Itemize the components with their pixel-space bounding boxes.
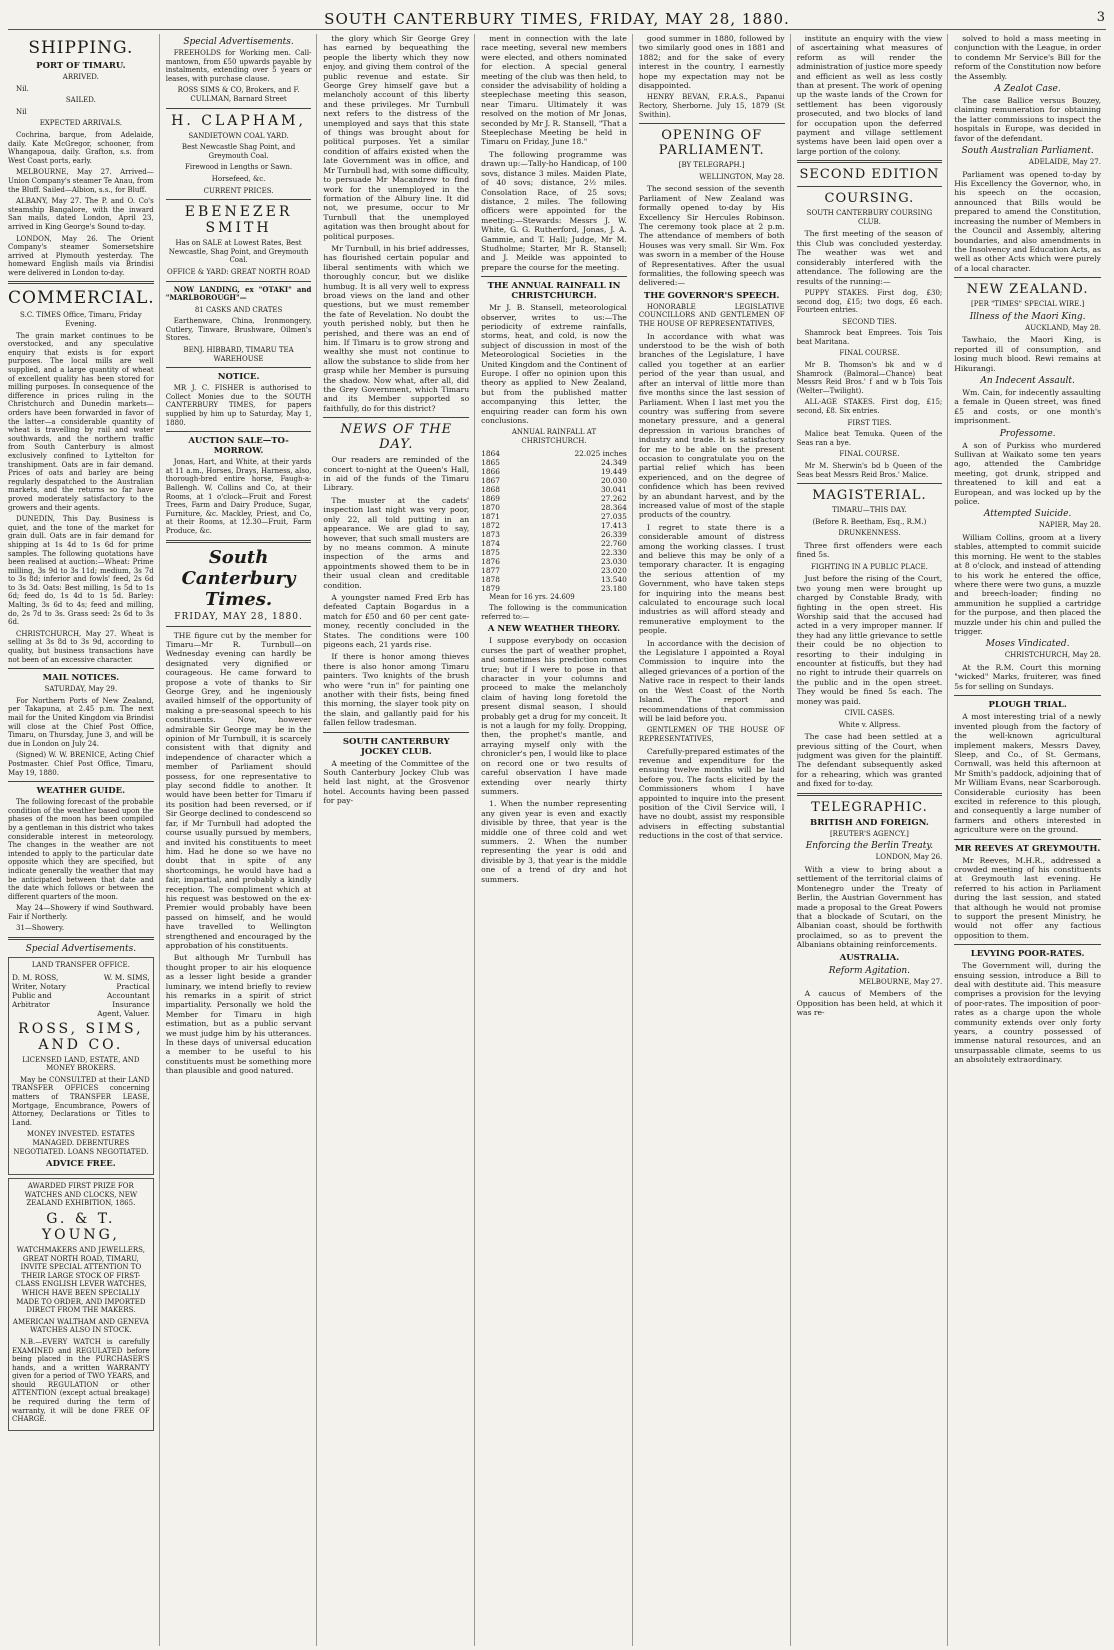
- rain-inches: 28.364: [600, 502, 627, 512]
- british-foreign-heading: BRITISH AND FOREIGN.: [810, 817, 929, 828]
- divider: [8, 781, 154, 782]
- australia-heading: AUSTRALIA.: [839, 952, 900, 963]
- rain-year: 1866: [481, 466, 500, 476]
- governor-speech-text-2: I regret to state there is a considerable amount of distress among the working classes. I trust and believe this may be only of a temporary character. It is engaging the serious attention of my Government, who have taken steps for inquiring into the means best calculated to encourage such local industries as will afford steady and remunerative employment to the people.: [638, 522, 785, 636]
- rain-year: 1865: [481, 457, 500, 467]
- column-3: [323, 34, 475, 1646]
- smith-office: OFFICE & YARD: GREAT NORTH ROAD: [166, 267, 311, 276]
- new-zealand-sub: [PER "TIMES" SPECIAL WIRE.]: [971, 300, 1085, 309]
- auction-text: Jonas, Hart, and White, at their yards at 11 a.m., Horses, Drays, Harness, also, thorough-bred entire horse, Faugh-a-Ballengh. W. Collins and Co, at their Rooms, at 1 o'clock—Fruit and Forest Trees, Farm and Dairy Produce, Sugar, Furniture, &c. Mackley, Priest, and Co, at their Rooms, at 12.30—Fruit, Farm Produce, &c.: [165, 458, 312, 535]
- masthead-title: SOUTH CANTERBURY TIMES, FRIDAY, MAY 28, 1880.: [324, 10, 790, 28]
- second-ties-label: SECOND TIES.: [842, 317, 897, 326]
- rain-year: 1867: [481, 475, 500, 485]
- rain-inches: 23.030: [600, 556, 627, 566]
- rain-year: 1878: [481, 574, 500, 584]
- divider: [954, 839, 1101, 840]
- civil-case-title: White v. Allpress.: [838, 720, 901, 729]
- sa-parliament-place: ADELAIDE, May 27.: [1028, 158, 1101, 167]
- divider: [323, 732, 469, 733]
- fighting-label: FIGHTING IN A PUBLIC PLACE.: [811, 562, 928, 571]
- christchurch-text: CHRISTCHURCH, May 27. Wheat is selling at 3s 8d to 3s 9d, according to quality, but business transactions have not been of an excessive character.: [8, 629, 154, 664]
- commercial-heading: COMMERCIAL.: [8, 288, 155, 309]
- table-row: [481, 467, 627, 476]
- maori-king-heading: Illness of the Maori King.: [969, 311, 1086, 322]
- divider: [797, 483, 943, 484]
- table-row: [481, 512, 627, 521]
- weather-theory-text: I suppose everybody on occasion curses the part of weather prophet, and sometimes his prediction comes true; but if I were to pose in that character in your columns and proceed to make the melancholy claim of having long foretold the present dismal season, I should probably get a drug for my conceit. It is not a laugh for my folly. Dropping, then, the prophet's mantle, and arraying myself only with the chronicler's pen, I would like to place on record one or two results of careful observation I have made extending over nearly thirty summers.: [481, 636, 627, 796]
- notice-text: MR J. C. FISHER is authorised to Collect Monies due to the SOUTH CANTERBURY TIMES, for papers supplied by him up to Saturday, May 1, 1880.: [165, 384, 312, 427]
- rain-inches: 30.041: [600, 484, 627, 494]
- rain-year: 1875: [481, 547, 500, 557]
- table-row: [481, 476, 627, 485]
- freeholds-sign: ROSS SIMS & CO, Brokers, and F. CULLMAN, Barnard Street: [177, 86, 300, 103]
- special-ads-heading: Special Advertisements.: [25, 944, 137, 955]
- table-row: [481, 539, 627, 548]
- divider: [8, 281, 154, 284]
- speech-continued: institute an enquiry with the view of ascertaining what measures of reform as will render the administration of justice more speedy and efficient as well as less costly than at present. The work of opening up the waste lands of the Crown for settlement has been vigorously prosecuted, and two blocks of land for occupation upon the deferred payment and village settlement systems have been laid open over a large portion of the colony.: [796, 34, 943, 156]
- rain-year: 1874: [481, 538, 500, 548]
- column-1: [8, 34, 160, 1646]
- rain-year: 1868: [481, 484, 500, 494]
- moses-place: CHRISTCHURCH, May 28.: [1004, 651, 1101, 660]
- jockey-programme: The following programme was drawn up:—Tally-ho Handicap, of 100 sovs, distance 3 miles. Maiden Plate, of 40 sovs; distance, 2½ miles. Consolation Race, of 25 sovs; distance, 2 miles. The following officers were appointed for the meeting:—Stewards: Messrs J. W. White, G. G. Rutherford, Jonas, J. A. Gammie, and T. Hall; Judge, Mr M. Studholme; Starter, Mr R. Stansell; and J. Meikle was appointed to prepare the course for the meeting.: [481, 149, 627, 272]
- young-name: G. & T. YOUNG,: [41, 1210, 120, 1243]
- notice-heading: NOTICE.: [217, 372, 260, 383]
- editorial-text-2: But although Mr Turnbull has thought proper to air his eloquence as a lesser light beside a grander luminary, we intend briefly to review his remarks in a spirit of strict impartiality. Personally we hold the Member for Timaru in high estimation, but as a public servant we must judge him by his utterances. In these days of universal education a member to be useful to his constituents must be something more than plausible and good natured.: [165, 953, 312, 1076]
- table-row: [481, 449, 627, 458]
- rain-inches: 20.030: [600, 475, 627, 485]
- newspaper-columns: [8, 34, 1106, 1646]
- plough-text: A most interesting trial of a newly invented plough from the factory of the well-known agricultural implement makers, Messrs Davey, Sleep, and Co., of St. Germans, Cornwall, was held this afternoon at Mr Smith's paddock, adjoining that of Mr William Evans, near Scarborough. Considerable curiosity has been excited in reference to this plough, and consequently a large number of farmers and others interested in agriculture were on the ground.: [954, 712, 1101, 835]
- rain-inches: 19.449: [600, 466, 627, 476]
- hibbard-sign: BENJ. HIBBARD, TIMARU TEA WAREHOUSE: [183, 346, 294, 363]
- telegraphic-heading: TELEGRAPHIC.: [811, 799, 928, 815]
- rain-year: 1864: [481, 448, 500, 458]
- award-line: AWARDED FIRST PRIZE FOR WATCHES AND CLOCKS, NEW ZEALAND EXHIBITION, 1865.: [24, 1182, 138, 1208]
- rain-inches: 27.035: [600, 511, 627, 521]
- assault-heading: An Indecent Assault.: [980, 375, 1075, 386]
- column-6: [797, 34, 949, 1646]
- final-course-text: Mr B. Thomson's bk and w d Shamrock (Balmoral—Chance) beat Messrs Reid Bros.' f and w b Tois Tois (Welter—Twilight).: [796, 361, 943, 395]
- assault-text: Wm. Cain, for indecently assaulting a female in Queen street, was fined £5 and costs, or one month's imprisonment.: [954, 387, 1101, 426]
- sa-parliament-heading: South Australian Parliament.: [961, 146, 1094, 157]
- landing-text: Earthenware, China, Ironmongery, Cutlery, Tinware, Brushware, Oilmen's Stores.: [165, 317, 312, 343]
- table-row: [481, 485, 627, 494]
- divider: [166, 108, 312, 109]
- smith-name: EBENEZER SMITH: [184, 204, 293, 237]
- table-row: [481, 494, 627, 503]
- young-sub: WATCHMAKERS AND JEWELLERS, GREAT NORTH ROAD, TIMARU, INVITE SPECIAL ATTENTION TO THEIR LARGE STOCK OF FIRST-CLASS ENGLISH LEVER WATCHES, WHICH HAVE BEEN SPECIALLY MADE TO ORDER, AND IMPORTED DIRECT FROM THE MAKERS.: [15, 1245, 147, 1315]
- clapham-sub: SANDIETOWN COAL YARD.: [188, 131, 289, 140]
- ross-sims-advert: [8, 957, 154, 1175]
- civil-cases-label: CIVIL CASES.: [844, 709, 895, 718]
- sa-parliament-text: Parliament was opened to-day by His Excellency the Governor, who, in his speech on the occasion, announced that Bills would be prepared to amend the Constitution, increasing the number of Members in the Council and Assembly, altering boundaries, and also amendments in the Insolvency and Education Acts, as well as other Acts which were purely of a local character.: [954, 169, 1101, 273]
- albany-text: ALBANY, May 27. The P. and O. Co's steamship Bangalore, with the inward San mails, dated London, April 23, arrived in King George's Sound to-day.: [8, 197, 154, 231]
- ross-sims-text: May be CONSULTED at their LAND TRANSFER OFFICES concerning matters of TRANSFER LEASE, Mortgage, Encumbrance, Powers of Attorney, Declarations or Titles to Land.: [12, 1075, 150, 1127]
- smith-text: Has on SALE at Lowest Rates, Best Newcastle, Shag Point, and Greymouth Coal.: [168, 239, 309, 265]
- reform-heading: Reform Agitation.: [828, 965, 911, 976]
- divider: [8, 937, 154, 940]
- editorial-continued: the glory which Sir George Grey has earned by bequeathing the people the liberty which they now enjoy, and giving them control of the public revenue and estate. Sir George Grey himself gave but a melancholy account of this liberty and these privileges. Mr Turnbull next refers to the distress of the unemployed and says that this state of things was brought about for political purposes. Yet a similar condition of affairs existed when the late Government was in office, and Mr Turnbull had, with some difficulty, to persuade Mr Macandrew to find work for the unemployed in the formation of the Albury line. It did not, we presume, occur to Mr Turnbull that the unemployed agitation was then brought about for political purposes.: [323, 34, 470, 241]
- divider: [954, 695, 1101, 696]
- editorial-text: THE figure cut by the member for Timaru—Mr R. Turnbull—on Wednesday evening can hardly be designated very dignified or courageous. He came forward to propose a vote of thanks to Sir George Grey, and he ingeniously availed himself of the opportunity of making a pre-seasonal speech to his constituents. Now, however admirable Sir George may be in the opinion of Mr Turnbull, it is scarcely consistent with that dignity and independence of character which a member of Parliament should possess, for one representative to play second fiddle to another. It would have been better for Timaru if its position had been reversed, or if Sir George declined to condescend so far, if Mr Turnbull had adopted the course usually pursued by members, and invited his constituents to meet him. Had he done so we have no doubt that in spite of any shortcomings, he would have had a fair, impartial, and probably a kindly reception. The compliment which at his request was bestowed on the ex-Premier would probably have been passed on himself, and he would have travelled to Wellington strengthened and encouraged by the approbation of his constituents.: [165, 630, 312, 950]
- rainfall-intro: Mr J. B. Stansell, meteorological observer, writes to us:—The periodicity of extreme rainfalls, storms, heat, and cold, is now the subject of discussion in most of the Meteorological Societies in the United Kingdom and the Continent of Europe. I offer no opinion upon this theory as applied to New Zealand, but from the published matter accompanying this letter, the enquiring reader can form his own conclusions.: [481, 303, 627, 426]
- paper-date: FRIDAY, MAY 28, 1880.: [174, 611, 303, 622]
- parliament-telegraph: [BY TELEGRAPH.]: [678, 161, 745, 170]
- divider: [797, 793, 943, 796]
- reform-place: MELBOURNE, May 27.: [858, 977, 943, 986]
- reform-continued: solved to hold a mass meeting in conjunction with the League, in order to condemn Mr Service's Bill for the reform of the Constitution now before the Assembly.: [954, 34, 1101, 81]
- divider: [797, 186, 943, 187]
- moses-text: At the R.M. Court this morning "wicked" Marks, fruiterer, was fined 5s for selling on Sundays.: [954, 663, 1101, 691]
- clapham-fire: Firewood in Lengths or Sawn.: [185, 163, 293, 172]
- parliament-heading: OPENING OF PARLIAMENT.: [658, 128, 765, 159]
- rain-year: 1873: [481, 529, 500, 539]
- paper-title: South Canterbury Times.: [181, 546, 296, 610]
- governor-speech-text-3: In accordance with the decision of the Legislature I appointed a Royal Commission to inquire into the alleged grievances of a portion of the Native race in respect to their lands on the West Coast of the North Island. The report and recommendations of that commission will be laid before you.: [638, 638, 785, 723]
- nb-text: N.B.—EVERY WATCH is carefully EXAMINED and REGULATED before being placed in the PURCHASER'S hands, and a written WARRANTY given for a period of TWO YEARS, and should REGULATION or other ATTENTION (except actual breakage) be required during the term of warranty, it will be done FREE OF CHARGE.: [12, 1337, 150, 1424]
- rain-year: 1879: [481, 583, 500, 593]
- civil-case-text: The case had been settled at a previous sitting of the Court, when judgment was given for the plaintiff. The defendant subsequently asked for a rehearing, which was granted and fixed for to-day.: [796, 732, 943, 789]
- weather-theory-text-2: 1. When the number representing any given year is even and exactly divisible by three, that year is the middle one of three cold and wet summers. 2. When the number representing the year is odd and divisible by 3, that year is the middle one of a trend of dry and hot summers.: [481, 799, 627, 884]
- agent-left: D. M. ROSS, Writer, Notary Public and Arbitrator: [12, 972, 66, 1009]
- rain-year: 1870: [481, 502, 500, 512]
- divider: [954, 944, 1101, 945]
- young-advert: [8, 1178, 154, 1431]
- divider: [166, 431, 312, 432]
- rain-year: 1876: [481, 556, 500, 566]
- magisterial-heading: MAGISTERIAL.: [812, 488, 927, 504]
- clapham-horse: Horsefeed, &c.: [211, 174, 266, 183]
- reeves-heading: MR REEVES AT GREYMOUTH.: [954, 843, 1101, 854]
- arrived-value: Nil.: [16, 84, 29, 93]
- final-course-label-2: FINAL COURSE.: [839, 450, 900, 459]
- news-item: The muster at the cadets' inspection last night was very poor, only 22, all told putting in an appearance. We are glad to say, however, that such small musters are by no means common. A minute inspection of the arms and appointments showed them to be in their usual clean and creditable condition.: [323, 495, 470, 590]
- rain-inches: 26.339: [600, 529, 627, 539]
- second-edition-heading: SECOND EDITION: [799, 167, 940, 183]
- divider: [639, 123, 785, 124]
- table-row: [481, 566, 627, 575]
- governor-speech-text: In accordance with what was understood to be the wish of both branches of the Legislature, I have called you together at an earlier period of the year than usual, and after an interval of little more than five months since the last session of Parliament. When I last met you the country was suffering from severe monetary pressure, and a general depression in various branches of industry and trade. It is satisfactory for me to be able on the present occasion to congratulate you on the partial relief which has been experienced, and on the degree of confidence which has been revived by an abundant harvest, and by the increased value of most of the staple products of the country.: [638, 331, 785, 520]
- rain-inches: 22.330: [600, 547, 627, 557]
- table-row: [481, 458, 627, 467]
- expected-text: Cochrina, barque, from Adelaide, daily. Kate McGregor, schooner, from Whangapoua, daily. Grafton, s.s. from West Coast ports, early.: [8, 130, 154, 165]
- divider: [481, 276, 627, 277]
- rainfall-heading: THE ANNUAL RAINFALL IN CHRISTCHURCH.: [487, 281, 621, 302]
- drunkenness-label: DRUNKENNESS.: [838, 529, 901, 538]
- editorial-continued-2: Mr Turnbull, in his brief addresses, has flourished certain popular and liberal sentiments with which we thoroughly concur, but we dislike humbug. It is all very well to express broad views on the land and other questions, but we must remember the fate of Revelation. No doubt the youth perished nobly, but then he perished, and there was an end of him. If Timaru is to grow strong and wealthy she must not continue to allow the substance to slide from her grasp while her Member is pursuing the shadow. Now what, after all, did the Grey Government, which Timaru and its Member supported so faithfully, do for this district?: [323, 243, 470, 413]
- page-number: 3: [1096, 10, 1106, 25]
- landing-head: NOW LANDING, ex "OTAKI" and "MARLBOROUGH"—: [165, 284, 312, 303]
- suicide-text: William Collins, groom at a livery stables, attempted to commit suicide this morning. He went to the stables at 8 o'clock, and instead of attending to his work he entered the office, where there were two guns, a muzzle and breech-loader; finding no ammunition he supplied a cartridge for the purpose, and then placed the muzzle under his chin and pulled the trigger.: [954, 533, 1101, 637]
- news-item: If there is honor among thieves there is also honor among Timaru painters. Two knights of the brush who were "run in" for painting one another with their fists, being fined this morning, the slayer took pity on the slain, and gallantly paid for his fallen fellow tradesman.: [323, 652, 470, 728]
- ross-sims-name: ROSS, SIMS, AND CO.: [18, 1020, 144, 1053]
- mail-heading: MAIL NOTICES.: [42, 673, 120, 684]
- expected-label: EXPECTED ARRIVALS.: [39, 119, 122, 128]
- maori-king-text: Tawhaio, the Maori King, is reported ill of consumption, and losing much blood. Rewi remains at Hikurangi.: [954, 335, 1101, 373]
- coursing-heading: COURSING.: [824, 191, 915, 207]
- agent-row: [12, 973, 150, 1018]
- drunkenness-text: Three first offenders were each fined 5s.: [796, 540, 943, 560]
- prison-text: A son of Purkiss who murdered Sullivan at Waikato some ten years ago, attended the Cambridge meeting, got drunk, stripped and threatened to kill and eat a European, and was locked up by the police.: [954, 440, 1101, 506]
- divider: [323, 417, 469, 418]
- divider: [166, 199, 312, 200]
- poor-rates-text: The Government will, during the ensuing session, introduce a Bill to deal with destitute aid. This measure comprises a provision for the levying of poor-rates. The imposition of poor-rates as a charge upon the whole community extends over only forty years, a country possessed of immense natural resources, and an unsurpassable climate, seems to us an absolutely extraordinary.: [954, 961, 1101, 1065]
- agent-right: W. M. SIMS, Practical Accountant Insurance Agent, Valuer.: [97, 972, 150, 1018]
- port-heading: PORT OF TIMARU.: [36, 61, 126, 71]
- table-row: [481, 557, 627, 566]
- london-text: LONDON, May 26. The Orient Company's steamer Somersetshire arrived at Plymouth yesterday. The homeward English mails via Brindisi were delivered in London to-day.: [8, 234, 154, 277]
- rain-inches: 27.262: [600, 493, 627, 503]
- news-item: Our readers are reminded of the concert to-night at the Queen's Hall, in aid of the funds of the Timaru Library.: [323, 455, 470, 493]
- rain-inches: 22.025 inches: [574, 448, 627, 458]
- rainfall-table: [481, 449, 627, 593]
- magisterial-place: TIMARU—THIS DAY.: [832, 506, 907, 515]
- divider: [954, 277, 1101, 278]
- rain-inches: 13.540: [600, 574, 627, 584]
- governor-speech-heading: THE GOVERNOR'S SPEECH.: [643, 290, 780, 301]
- berlin-heading: Enforcing the Berlin Treaty.: [805, 841, 934, 852]
- rain-year: 1869: [481, 493, 500, 503]
- sailed-label: SAILED.: [65, 96, 96, 105]
- zealot-heading: A Zealot Case.: [994, 84, 1061, 95]
- weather-heading: WEATHER GUIDE.: [36, 786, 126, 797]
- divider: [166, 367, 312, 368]
- bevan-signature: HENRY BEVAN, F.R.A.S., Papanui Rectory, Sherborne. July 15, 1879 (St Swithin).: [638, 93, 785, 119]
- news-heading: NEWS OF THE DAY.: [340, 422, 453, 453]
- mail-date: SATURDAY, May 29.: [44, 685, 118, 694]
- arrived-label: ARRIVED.: [62, 73, 99, 81]
- berlin-text: With a view to bring about a settlement of the territorial claims of Montenegro under the Treaty of Berlin, the Austrian Government has made a proposal to the Great Powers that a blockade of Scutari, on the Albanian coast, should be forthwith proclaimed, so as to prevent the Albanians obtaining reinforcements.: [796, 864, 943, 950]
- advice-free: ADVICE FREE.: [46, 1159, 116, 1170]
- suicide-heading: Attempted Suicide.: [983, 509, 1072, 520]
- mail-text: For Northern Ports of New Zealand, per Takapuna, at 2.45 p.m. The next mail for the United Kingdom via Brindisi will close at the Chief Post Office, Timaru, on Thursday, June 3, and will be due in London on July 24.: [8, 696, 154, 748]
- prison-heading: Professome.: [999, 428, 1056, 439]
- weather-entry: 31—Showery.: [16, 924, 65, 933]
- suicide-place: NAPIER, May 28.: [1038, 521, 1101, 530]
- american-line: AMERICAN WALTHAM AND GENEVA WATCHES ALSO IN STOCK.: [12, 1317, 149, 1335]
- jockey-continued: ment in connection with the late race meeting, several new members were elected, and others nominated for election. A special general meeting of the club was then held, to consider the advisability of holding a steeplechase meeting this season, near Timaru. Ultimately it was resolved on the motion of Mr Jonas, seconded by Mr J. R. Stansell, "That a Steeplechase Meeting be held in Timaru on Friday, June 18.": [481, 34, 627, 147]
- table-row: [481, 503, 627, 512]
- masthead: [8, 10, 1106, 30]
- commercial-text: The grain market continues to be overstocked, and any speculative enquiry that exists is for export purposes. The local mills are well supplied, and a large quantity of wheat of excellent quality has been stored for milling purposes. In consequence of the difference in prices ruling in the Christchurch and Dunedin markets—orders have been forwarded in favor of the latter—a considerable quantity of wheat is travelling by rail and water southwards, and the northern traffic from South Canterbury is almost exclusively confined to Lyttelton for transhipment. Oats are in fair demand. Prices of oats and barley are being regularly despatched to the Australian markets, and the returns so far have proved moderately satisfactory to the growers and their agents.: [8, 331, 154, 512]
- moses-heading: Moses Vindicated.: [985, 639, 1070, 650]
- auction-heading: AUCTION SALE—TO-MORROW.: [188, 436, 289, 457]
- table-row: [481, 584, 627, 593]
- commercial-office: S.C. TIMES Office, Timaru, Friday Evening.: [20, 311, 142, 329]
- reeves-text: Mr Reeves, M.H.R., addressed a crowded meeting of his constituents at Greymouth last evening. He referred to his action in Parliament during the last session, and stated that although he would not promise to support the present Ministry, he would not offer any factious opposition to them.: [954, 855, 1101, 940]
- first-ties-label: FIRST TIES.: [847, 418, 892, 427]
- special-ads-heading: Special Advertisements.: [183, 37, 294, 47]
- rain-year: 1871: [481, 511, 500, 521]
- money-line: MONEY INVESTED. ESTATES MANAGED. DEBENTURES NEGOTIATED. LOANS NEGOTIATED.: [13, 1130, 149, 1156]
- fighting-text: Just before the rising of the Court, two young men were brought up charged by Constable Brady, with fighting in the open street. His Worship said that the accused had acted in a very improper manner. If they had any little grievance to settle their could be no objection to resorting to their indulging in encounter at fisticuffs, but they had no right to intrude their quarrels on the public and in the open street. They would be fined 5s each. The money was paid.: [796, 574, 943, 706]
- zealot-text: The case Ballice versus Bouzey, claiming remuneration for obtaining the latter commissions to inspect the hospitals in Europe, was decided in favor of the defendant.: [954, 96, 1101, 143]
- column-5: [639, 34, 791, 1646]
- shipping-heading: SHIPPING.: [28, 38, 134, 58]
- reform-text: A caucus of Members of the Opposition has been held, at which it was re-: [796, 989, 943, 1017]
- sailed-value: Nil: [16, 107, 27, 116]
- poor-rates-heading: LEVYING POOR-RATES.: [970, 949, 1085, 960]
- column-7: [954, 34, 1106, 1646]
- freeholds-text: FREEHOLDS for Working men. Call-mantown, from £50 upwards payable by instalments, extending over 5 years or leases, with purchase clause.: [165, 49, 312, 83]
- column-2: [166, 34, 318, 1646]
- coursing-text: The first meeting of the season of this Club was concluded yesterday. The weather was wet and considerably interfered with the attendance. The following are the results of the running:—: [796, 229, 943, 286]
- rain-year: 1872: [481, 520, 500, 530]
- table-row: [481, 575, 627, 584]
- puppy-stakes: PUPPY STAKES. First dog, £30; second dog, £15; two dogs, £6 each. Fourteen entries.: [796, 288, 943, 315]
- jockey-heading: SOUTH CANTERBURY JOCKEY CLUB.: [342, 736, 450, 757]
- parliament-text: The second session of the seventh Parliament of New Zealand was formally opened to-day by His Excellency Sir Hercules Robinson. The ceremony took place at 2 p.m. The attendance of members of both Houses was very small. Sir Wm. Fox was sworn in a member of the House of Representatives. After the usual formalities, the following speech was delivered:—: [638, 184, 785, 288]
- mail-signature: (Signed) W. W. BRENICE, Acting Chief Postmaster. Chief Post Office, Timaru, May 19, 1880.: [8, 751, 154, 777]
- divider: [166, 626, 312, 627]
- weather-theory-heading: A NEW WEATHER THEORY.: [487, 624, 621, 635]
- melbourne-text: MELBOURNE, May 27. Arrived—Union Company's steamer Te Anau, from the Bluff. Sailed—Albion, s.s., for Bluff.: [8, 168, 154, 194]
- clapham-prices: CURRENT PRICES.: [203, 186, 274, 195]
- new-zealand-heading: NEW ZEALAND.: [966, 282, 1089, 298]
- jockey-text: A meeting of the Committee of the South Canterbury Jockey Club was held last night, at the Grosvenor hotel. Accounts having been passed for pay-: [323, 758, 470, 806]
- gentlemen-heading: GENTLEMEN OF THE HOUSE OF REPRESENTATIVES,: [638, 726, 785, 743]
- divider: [166, 540, 312, 543]
- final-course-text-2: Mr M. Sherwin's bd b Queen of the Seas beat Messrs Reid Bros.' Malice.: [796, 462, 943, 479]
- weather-theory-continued: good summer in 1880, followed by two similarly good ones in 1881 and 1882; and for the sake of every interest in the country, I earnestly hope my expectation may not be disappointed.: [638, 34, 785, 91]
- rainfall-table-heading: ANNUAL RAINFALL AT CHRISTCHURCH.: [511, 428, 597, 446]
- rain-year: 1877: [481, 565, 500, 575]
- rain-inches: 24.349: [600, 457, 627, 467]
- clapham-name: H. CLAPHAM,: [171, 112, 306, 129]
- ross-sims-sub: LICENSED LAND, ESTATE, AND MONEY BROKERS.: [22, 1055, 140, 1073]
- rainfall-mean: Mean for 16 yrs. 24.609: [489, 592, 575, 601]
- table-row: [481, 548, 627, 557]
- magisterial-before: (Before R. Beetham, Esq., R.M.): [812, 517, 927, 526]
- divider: [166, 281, 312, 282]
- news-item: A youngster named Fred Erb has defeated Captain Bogardus in a match for £50 and 60 per cent gate-money, recently concluded in the States. The conditions were 100 pigeons each, 21 yards rise.: [323, 592, 470, 649]
- rainfall-footer: The following is the communication referred to:—: [481, 604, 627, 621]
- weather-text: The following forecast of the probable condition of the weather based upon the phases of the moon has been compiled by a gentleman in this district who takes considerable interest in meteorology. The changes in the weather are not intended to apply to the particular date opposite which they are specified, but indicate generally the weather that may be anticipated between that date and the date which follows or between the different quarters of the moon.: [8, 798, 154, 901]
- berlin-place: LONDON, May 26.: [875, 853, 943, 862]
- clapham-text: Best Newcastle Shag Point, and Greymouth Coal.: [181, 143, 296, 160]
- maori-king-place: AUCKLAND, May 28.: [1025, 323, 1101, 332]
- rain-inches: 17.413: [600, 520, 627, 530]
- allage-stakes: ALL-AGE STAKES. First dog, £15; second, £8. Six entries.: [796, 398, 943, 416]
- plough-heading: PLOUGH TRIAL.: [988, 700, 1067, 711]
- column-4: [481, 34, 633, 1646]
- rain-inches: 22.760: [600, 538, 627, 548]
- second-ties-text: Shamrock beat Emprees. Tois Tois beat Maritana.: [796, 329, 943, 346]
- rain-inches: 23.180: [600, 583, 627, 593]
- landing-sub: 81 CASKS AND CRATES: [194, 305, 283, 314]
- divider: [8, 668, 154, 669]
- first-ties-text: Malice beat Temuka. Queen of the Seas ran a bye.: [796, 430, 943, 447]
- land-office: LAND TRANSFER OFFICE.: [31, 961, 130, 970]
- coursing-sub: SOUTH CANTERBURY COURSING CLUB.: [806, 209, 933, 226]
- divider: [797, 160, 943, 163]
- governor-speech-sub: HONORABLE LEGISLATIVE COUNCILLORS AND GENTLEMEN OF THE HOUSE OF REPRESENTATIVES,: [638, 302, 785, 329]
- rain-inches: 23.020: [600, 565, 627, 575]
- governor-speech-text-4: Carefully-prepared estimates of the revenue and expenditure for the ensuing twelve months will be laid before you. The facts elicited by the Commissioners whom I have appointed to inquire into the present position of the Civil Service will, I have no doubt, assist my responsible advisers in effecting substantial reductions in the cost of that service.: [638, 746, 785, 841]
- dunedin-text: DUNEDIN, This Day. Business is quiet, and the tone of the market for grain dull. Oats are in fair demand for shipping at 1s 4d to 1s 6d for prime samples. The following quotations have been realised at auction:—Wheat: Prime milling, 3s 9d to 3s 11d; medium, 3s 7d to 3s 8d; inferior and fowls' feed, 2s 6d to 3s 3d. Oats: Best milling, 1s 5d to 1s 6d; feed do, 1s 4d to 1s 5d. Barley: Malting, 3s 6d to 4s; feed and milling, do, 2s 7d to 3s. Grass seed: 2s 6d to 3s 6d.: [8, 515, 154, 627]
- reuter-label: [REUTER'S AGENCY.]: [829, 829, 909, 838]
- table-row: [481, 521, 627, 530]
- table-row: [481, 530, 627, 539]
- weather-entry: May 24—Showery if wind Southward. Fair if Northerly.: [8, 904, 154, 921]
- final-course-label: FINAL COURSE.: [839, 349, 900, 358]
- parliament-place: WELLINGTON, May 28.: [699, 172, 785, 181]
